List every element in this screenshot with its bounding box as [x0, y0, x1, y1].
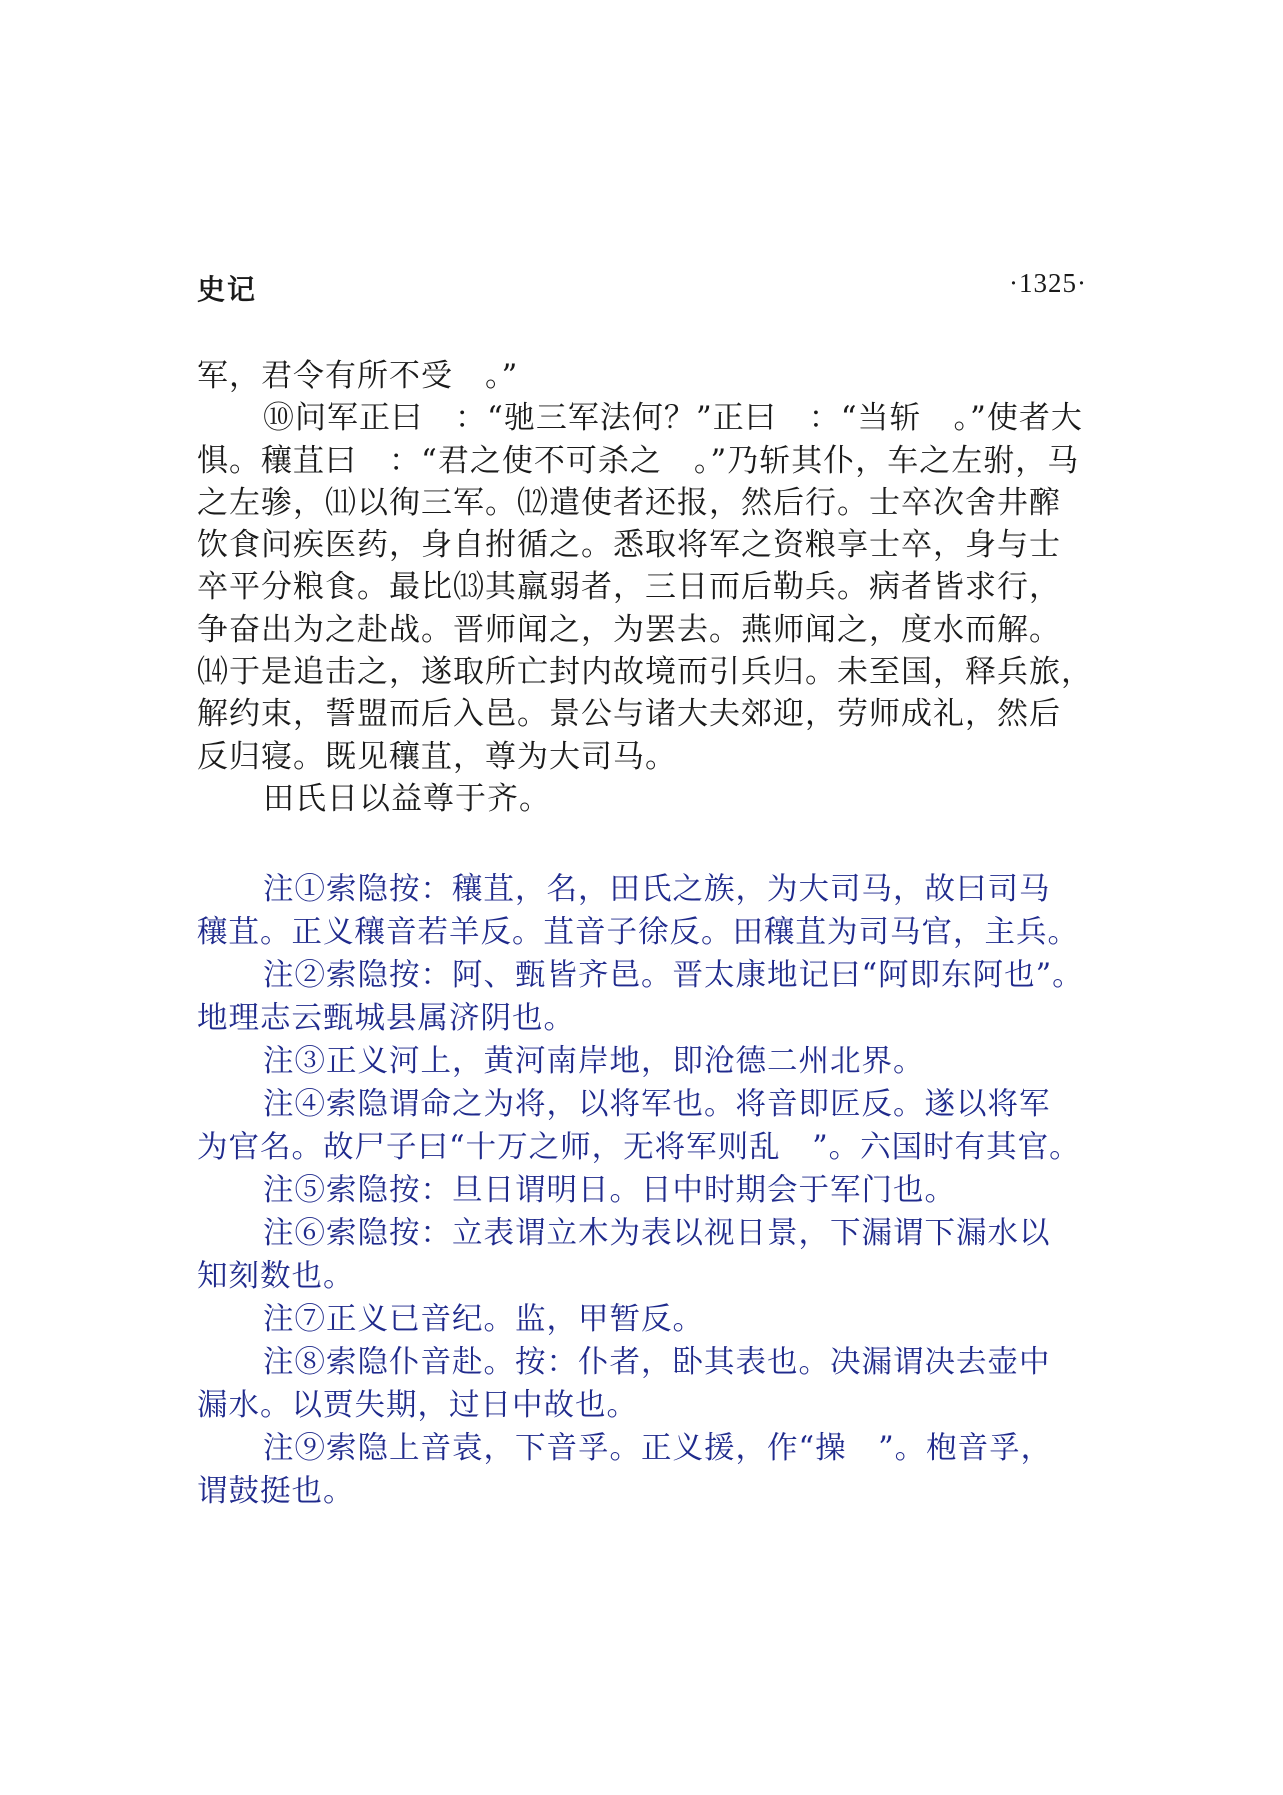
text-line: 田氏日以益尊于齐。 — [263, 780, 551, 817]
text-line: 反归寝。既见穰苴，尊为大司马。 — [197, 738, 677, 775]
text-line: 饮食问疾医药，身自拊循之。悉取将军之资粮享士卒，身与士 — [197, 527, 1061, 564]
note-line: 注④索隐谓命之为将，以将军也。将音即匠反。遂以将军 — [263, 1087, 1051, 1122]
note-line: 注⑤索隐按：旦日谓明日。日中时期会于军门也。 — [263, 1173, 956, 1208]
page-number: ·1325· — [1009, 268, 1087, 298]
text-line: 解约束，誓盟而后入邑。景公与诸大夫郊迎，劳师成礼，然后 — [197, 696, 1061, 733]
note-line: 注②索隐按：阿、甄皆齐邑。晋太康地记曰“阿即东阿也”。 — [263, 958, 1084, 993]
annotations — [197, 868, 1097, 1513]
text-line: 争奋出为之赴战。晋师闻之，为罢去。燕师闻之，度水而解。 — [197, 611, 1061, 648]
note-line: 注⑦正义已音纪。监，甲暂反。 — [263, 1302, 704, 1337]
note-line: 注①索隐按：穰苴，名，田氏之族，为大司马，故曰司马 — [263, 872, 1051, 907]
note-line: 穰苴。正义穰音若羊反。苴音子徐反。田穰苴为司马官，主兵。 — [197, 915, 1079, 950]
text-line: 惧。穰苴曰 ：“君之使不可杀之 。”乃斩其仆，车之左驸，马 — [197, 442, 1080, 479]
text-line: 军，君令有所不受 。” — [197, 358, 519, 394]
note-line: 为官名。故尸子曰“十万之师，无将军则乱 ”。六国时有其官。 — [197, 1130, 1081, 1165]
text-line: ⑩问军正曰 ：“驰三军法何？”正曰 ：“当斩 。”使者大 — [263, 400, 1083, 437]
main-text — [197, 355, 1093, 820]
text-line: 卒平分粮食。最比⒀其羸弱者，三日而后勒兵。病者皆求行， — [197, 569, 1061, 606]
note-line: 漏水。以贾失期，过日中故也。 — [197, 1388, 638, 1423]
page-header — [197, 268, 1087, 308]
note-line: 谓鼓挺也。 — [197, 1474, 355, 1509]
text-line: ⒁于是追击之，遂取所亡封内故境而引兵归。未至国，释兵旅， — [197, 654, 1093, 691]
note-line: 注⑨索隐上音袁，下音孚。正义援，作“操 ”。枹音孚， — [263, 1431, 1053, 1466]
note-line: 注⑧索隐仆音赴。按：仆者，卧其表也。决漏谓决去壶中 — [263, 1345, 1051, 1380]
note-line: 地理志云甄城县属济阴也。 — [197, 1001, 575, 1036]
book-title: 史记 — [197, 273, 258, 306]
note-line: 注③正义河上，黄河南岸地，即沧德二州北界。 — [263, 1044, 925, 1079]
note-line: 注⑥索隐按：立表谓立木为表以视日景，下漏谓下漏水以 — [263, 1216, 1051, 1251]
note-line: 知刻数也。 — [197, 1259, 355, 1294]
text-line: 之左骖，⑾以徇三军。⑿遣使者还报，然后行。士卒次舍井醡 — [197, 484, 1061, 521]
